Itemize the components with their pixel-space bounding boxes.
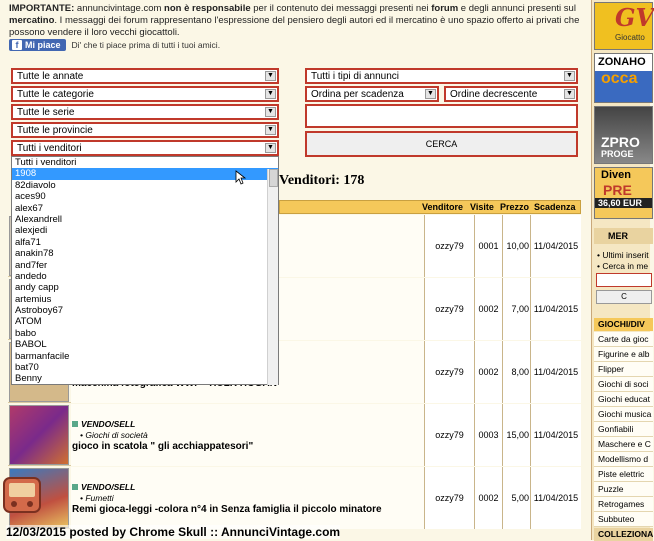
dropdown-option[interactable]: alfa71 [15,236,41,248]
chevron-down-icon[interactable]: ▼ [265,143,276,153]
dropdown-scrollbar[interactable] [267,169,278,385]
sidebar-category-item[interactable]: Puzzle [594,482,653,497]
cell-scadenza: 11/04/2015 [530,215,581,277]
listing-tag [72,482,135,492]
notice-bold2: forum [431,3,459,14]
notice-part3: e degli annunci presenti sul [458,3,576,14]
dropdown-option[interactable]: and7fer [15,259,48,271]
venditori-dropdown-list[interactable] [11,156,279,385]
ad-zpro-subtitle: PROGE [601,149,634,159]
cell-prezzo: 10,00 [502,215,530,277]
select-categorie-value: Tutte le categorie [17,88,94,100]
select-ordina-value: Ordina per scadenza [311,88,404,100]
ad-banner-diventa[interactable] [594,167,653,219]
mouse-cursor-icon [236,171,246,185]
header-visite: Visite [470,202,494,212]
ad-gv-subtitle: Giocatto [615,33,645,42]
ad-zona-subtitle: occa [601,70,638,87]
dropdown-option[interactable]: ATOM [15,316,42,328]
sidebar-category-item[interactable]: Giochi musica [594,407,653,422]
facebook-like-button[interactable] [9,39,66,51]
sidebar-search-input[interactable] [596,273,652,287]
cell-venditore[interactable]: ozzy79 [424,215,474,277]
listing-tag-label: VENDO/SELL [81,482,136,492]
chevron-down-icon[interactable]: ▼ [265,107,276,117]
select-ordina[interactable] [305,86,439,102]
select-venditori[interactable] [11,140,279,156]
chevron-down-icon[interactable]: ▼ [425,89,436,99]
cell-scadenza: 11/04/2015 [530,278,581,340]
select-serie-value: Tutte le serie [17,106,75,118]
notice-part2: per il contenuto dei messaggi presenti nei [250,3,432,14]
dropdown-option[interactable]: Tutti i venditori [15,157,77,168]
dropdown-option[interactable]: barmanfacile [15,350,70,362]
select-tipi-annunci[interactable] [305,68,578,84]
listing-subcategory-label: Giochi di società [85,430,148,440]
table-row[interactable] [8,404,581,466]
facebook-like-row [9,39,220,51]
listing-tag [72,419,135,429]
select-annate-value: Tutte le annate [17,70,84,82]
chevron-down-icon[interactable]: ▼ [564,71,575,81]
sidebar-mercatino-head: MER [594,228,653,244]
dropdown-option[interactable]: babo [15,327,37,339]
venditori-count-heading: Venditori: 178 [279,173,365,188]
sidebar-category-head: GIOCHI/DIV [594,318,653,331]
sidebar-category-item[interactable]: Subbuteo [594,512,653,527]
tag-square-icon [72,484,78,490]
dropdown-option[interactable]: andy capp [15,282,59,294]
scrollbar-thumb[interactable] [269,169,278,187]
cell-venditore[interactable]: ozzy79 [424,341,474,403]
facebook-icon: f [12,40,22,50]
dropdown-option[interactable]: aces90 [15,191,46,203]
dropdown-option[interactable]: Astroboy67 [15,305,64,317]
sidebar-link-ultimi[interactable]: • Ultimi inserit [597,250,649,260]
ad-diventa-title: Diven [601,169,631,181]
tag-square-icon [72,421,78,427]
listing-content[interactable] [71,467,424,529]
dropdown-option[interactable]: artemius [15,293,52,305]
select-ordine-value: Ordine decrescente [450,88,538,100]
listing-content[interactable] [71,404,424,466]
listing-subcategory-label: Fumetti [85,493,114,503]
dropdown-option[interactable]: alexjedi [15,225,48,237]
notice-part4: . I messaggi dei forum rappresentano l'espressione del pensiero degli autori ed il mercatino è uno spazio offerto ai privati che possono vendere il loro vecchi giocattoli. [9,15,580,38]
disclaimer-notice [9,3,584,39]
cell-prezzo: 8,00 [502,341,530,403]
listing-title[interactable]: Remi gioca-leggi -colora n°4 in Senza famiglia il piccolo minatore [72,504,382,515]
notice-bold1: non è responsabile [164,3,251,14]
select-annate[interactable] [11,68,279,84]
chevron-down-icon[interactable]: ▼ [265,71,276,81]
cell-prezzo: 5,00 [502,467,530,529]
chevron-down-icon[interactable]: ▼ [564,89,575,99]
cell-scadenza: 11/04/2015 [530,467,581,529]
dropdown-option[interactable]: alex67 [15,202,43,214]
dropdown-option[interactable]: bat70 [15,362,39,374]
cell-visite: 0002 [474,278,502,340]
ad-banner-zonahobby[interactable] [594,53,653,103]
sidebar-collezioni-head: COLLEZIONA [594,528,653,541]
ad-banner-zpro[interactable] [594,106,653,164]
ad-banner-gv[interactable] [594,2,653,50]
cell-venditore[interactable]: ozzy79 [424,404,474,466]
dropdown-options [12,157,278,385]
sidebar-link-ultimi-label: Ultimi inserit [602,250,649,260]
dropdown-option[interactable]: andedo [15,270,47,282]
select-serie[interactable] [11,104,279,120]
search-input[interactable] [305,104,578,128]
ad-diventa-price: 36,60 EUR [595,198,652,208]
select-venditori-value: Tutti i venditori [17,142,82,154]
table-header [279,200,581,214]
select-tipi-value: Tutti i tipi di annunci [311,70,400,82]
select-province[interactable] [11,122,279,138]
listing-thumbnail[interactable] [9,405,69,465]
posted-by-caption: 12/03/2015 posted by Chrome Skull :: AnnunciVintage.com [6,525,341,539]
table-row[interactable] [8,467,581,529]
cell-venditore[interactable]: ozzy79 [424,278,474,340]
chevron-down-icon[interactable]: ▼ [265,89,276,99]
cell-prezzo: 7,00 [502,278,530,340]
notice-part1: annuncivintage.com [74,3,165,14]
dropdown-option[interactable]: Alexandrell [15,213,62,225]
sidebar-category-item[interactable]: Modellismo d [594,452,653,467]
cell-visite: 0003 [474,404,502,466]
sidebar-category-item[interactable]: Carte da gioc [594,332,653,347]
select-categorie[interactable] [11,86,279,102]
sidebar-category-item[interactable]: Giochi di soci [594,377,653,392]
cell-visite: 0001 [474,215,502,277]
sidebar-category-item[interactable]: Giochi educat [594,392,653,407]
cell-visite: 0002 [474,467,502,529]
sidebar-category-item[interactable]: Figurine e alb [594,347,653,362]
dropdown-option[interactable]: BABOL [15,339,47,351]
facebook-like-label: Mi piace [25,40,61,50]
ad-zona-title: ZONAHO [598,56,646,68]
search-button[interactable] [305,131,578,157]
cell-prezzo: 15,00 [502,404,530,466]
ad-diventa-subtitle: PRE [603,182,632,198]
ad-gv-title: GV [615,3,654,32]
header-venditore: Venditore [422,202,464,212]
sidebar-search-button[interactable]: C [596,290,652,304]
header-prezzo: Prezzo [500,202,530,212]
sidebar-category-item[interactable]: Flipper [594,362,653,377]
dropdown-option[interactable]: Benny [15,373,42,385]
cell-visite: 0002 [474,341,502,403]
header-scadenza: Scadenza [534,202,576,212]
cell-scadenza: 11/04/2015 [530,341,581,403]
sidebar-category-item[interactable]: Maschere e C [594,437,653,452]
notice-lead: IMPORTANTE: [9,3,75,14]
ad-zpro-title: ZPRO [601,134,640,150]
sidebar-link-cerca[interactable]: • Cerca in me [597,261,649,271]
sidebar-category-item[interactable]: Retrogames [594,497,653,512]
cell-venditore[interactable]: ozzy79 [424,467,474,529]
right-sidebar [591,0,654,540]
chevron-down-icon[interactable]: ▼ [265,125,276,135]
sidebar-category-item[interactable]: Gonfiabili [594,422,653,437]
sidebar-link-cerca-label: Cerca in me [602,261,649,271]
dropdown-option[interactable]: 1908 [12,168,278,179]
listing-title[interactable]: gioco in scatola " gli acchiappatesori" [72,441,254,452]
dropdown-option[interactable]: 82diavolo [15,179,56,191]
select-ordine[interactable] [444,86,578,102]
sidebar-category-item[interactable]: Piste elettric [594,467,653,482]
listing-subcategory: • Giochi di società [80,430,148,440]
facebook-like-text: Di' che ti piace prima di tutti i tuoi amici. [71,40,221,50]
search-button-label: CERCA [425,139,458,149]
radio-icon [0,470,44,518]
select-province-value: Tutte le provincie [17,124,93,136]
cell-scadenza: 11/04/2015 [530,404,581,466]
listing-subcategory: • Fumetti [80,493,114,503]
notice-bold3: mercatino [9,15,55,26]
listing-tag-label: VENDO/SELL [81,419,136,429]
dropdown-option[interactable]: anakin78 [15,248,54,260]
